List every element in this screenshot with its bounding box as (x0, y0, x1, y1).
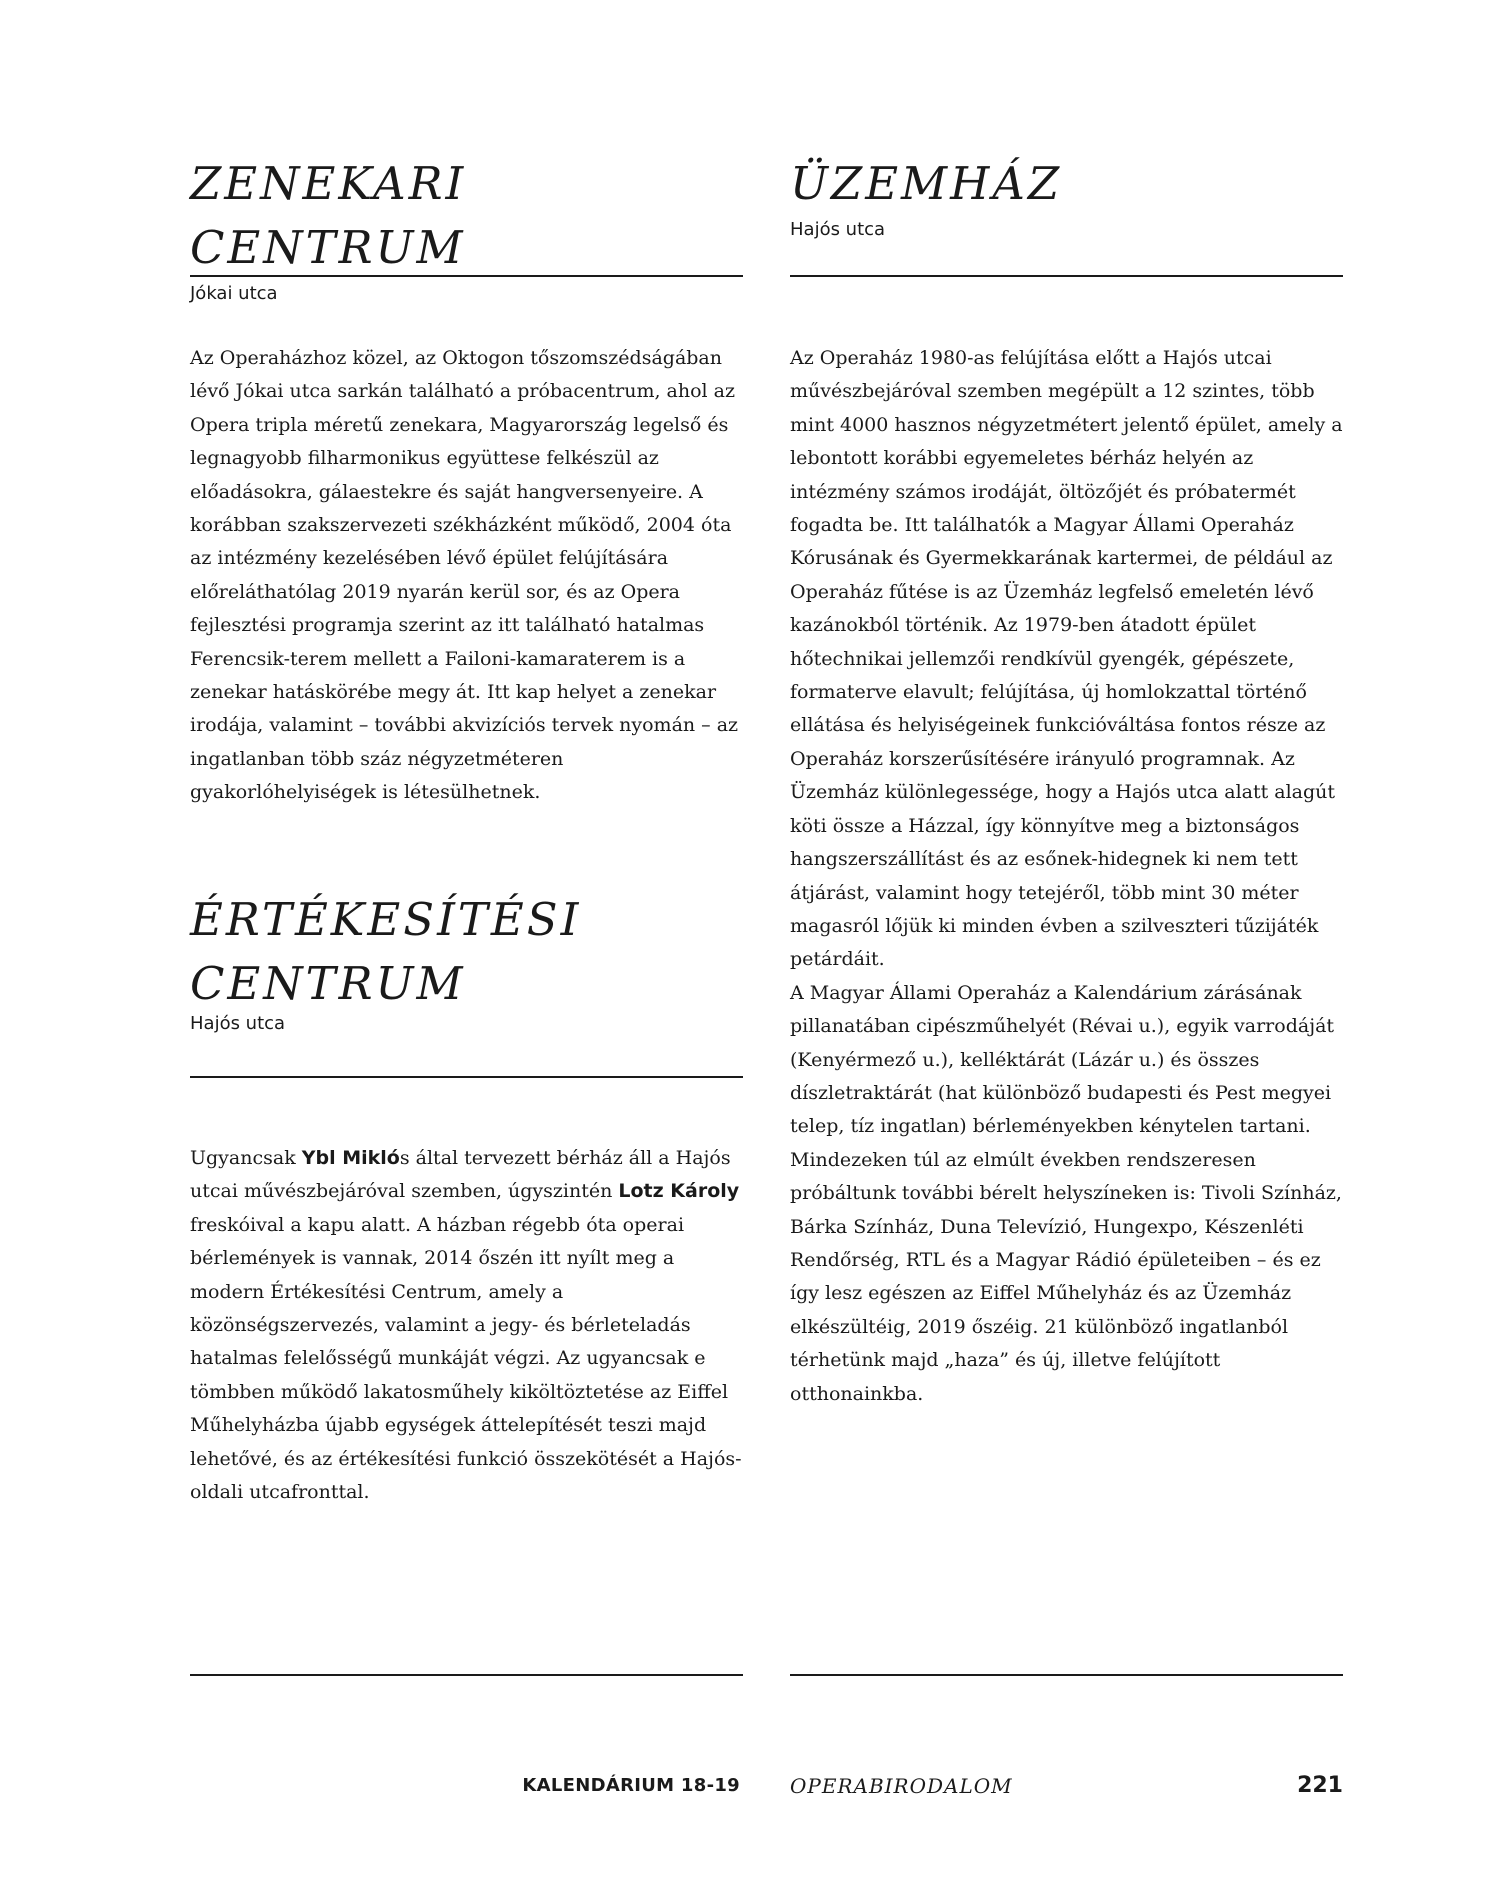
section-title-uzemhaz: ÜZEMHÁZ (790, 157, 1063, 210)
footer-rule-left (190, 1674, 743, 1676)
section-title-ertekesitesi (190, 888, 743, 1016)
section-header-zenekari (190, 152, 743, 306)
section-title-zenekari: ZENEKARI CENTRUM (190, 157, 467, 274)
section-subtitle-uzemhaz: Hajós utca (790, 219, 886, 240)
body-text-run: s által tervezett bérház áll a Hajós utcai művészbejáróval szemben, úgyszintén (190, 1147, 731, 1203)
page-number: 221 (1297, 1773, 1343, 1798)
body-text-zenekari: Az Operaházhoz közel, az Oktogon tőszomszédságában lévő Jókai utca sarkán található a próbacentrum, ahol az Opera tripla méretű zenekara, Magyarország legelső és legnagyobb filharmonikus együttese felkészül az előadásokra, gálaestekre és saját hangversenyeire. A korábban szakszervezeti székházként működő, 2004 óta az intézmény kezelésében lévő épület felújítására előreláthatólag 2019 nyarán kerül sor, és az Opera fejlesztési programja szerint az itt található hatalmas Ferencsik-terem mellett a Failoni-kamaraterem is a zenekar hatáskörébe megy át. Itt kap helyet a zenekar irodája, valamint – további akvizíciós tervek nyomán – az ingatlanban több száz négyzetméteren gyakorlóhelyiségek is létesülhetnek. (190, 347, 739, 804)
paragraph-uzemhaz-1: Az Operaház 1980-as felújítása előtt a Hajós utcai művészbejáróval szemben megépült a 12 szintes, több mint 4000 hasznos négyzetmétert jelentő épület, amely a lebontott korábbi egyemeletes bérház helyén az intézmény számos irodáját, öltözőjét és próbatermét fogadta be. Itt találhatók a Magyar Állami Operaház Kórusának és Gyermekkarának kartermei, de például az Operaház fűtése is az Üzemház legfelső emeletén lévő kazánokból történik. Az 1979-ben átadott épület hőtechnikai jellemzői rendkívül gyengék, gépészete, formaterve elavult; felújítása, új homlokzattal történő ellátása és helyiségeinek funkcióváltása fontos része az Operaház korszerűsítésére irányuló programnak. Az Üzemház különlegessége, hogy a Hajós utca alatt alagút köti össze a Házzal, így könnyítve meg a biztonságos hangszerszállítást és az esőnek-hidegnek ki nem tett átjárást, valamint hogy tetejéről, több mint 30 méter magasról lőjük ki minden évben a szilveszteri tűzijáték petárdáit. (790, 347, 1343, 971)
section-subtitle-zenekari: Jókai utca (190, 283, 278, 304)
body-text-run: freskóival a kapu alatt. A házban régebb óta operai bérlemények is vannak, 2014 őszén itt nyílt meg a modern Értékesítési Centrum, amely a közönségszervezés, valamint a jegy- és bérleteladás hatalmas felelősségű munkáját végzi. Az ugyancsak e tömbben működő lakatosműhely kiköltöztetése az Eiffel Műhelyházba újabb egységek áttelepítését teszi majd lehetővé, és az értékesítési funkció összekötését a Hajós-oldali utcafronttal. (190, 1213, 742, 1504)
paragraph-uzemhaz-2: A Magyar Állami Operaház a Kalendárium zárásának pillanatában cipészműhelyét (Révai u.), egyik varrodáját (Kenyérmező u.), kelléktárát (Lázár u.) és összes díszletraktárát (hat különböző budapesti és Pest megyei telep, tíz ingatlan) bérleményekben kénytelen tartani. Mindezeken túl az elmúlt években rendszeresen próbáltunk további bérelt helyszíneken is: Tivoli Színház, Bárka Színház, Duna Televízió, Hungexpo, Készenléti Rendőrség, RTL és a Magyar Rádió épületeiben – és ez így lesz egészen az Eiffel Műhelyház és az Üzemház elkészültéig, 2019 őszéig. 21 különböző ingatlanból térhetünk majd „haza” és új, illetve felújított otthonainkba. (790, 981, 1342, 1405)
section-header-uzemhaz (790, 152, 1343, 242)
person-name-ybl: Ybl Mikló (301, 1147, 400, 1169)
body-text-run: Ugyancsak (190, 1147, 302, 1169)
footer-section: OPERABIRODALOM (790, 1774, 1013, 1798)
divider-rule (190, 275, 743, 277)
body-text-uzemhaz (790, 342, 1343, 1411)
divider-rule (190, 1076, 743, 1078)
section-title-line1: ÉRTÉKESÍTÉSI (190, 893, 582, 946)
footer-publication: KALENDÁRIUM 18-19 (522, 1775, 740, 1796)
body-text-ertekesitesi (190, 1142, 743, 1509)
person-name-lotz: Lotz Károly (618, 1180, 740, 1203)
divider-rule (790, 275, 1343, 277)
footer-rule-right (790, 1674, 1343, 1676)
section-subtitle-ertekesitesi: Hajós utca (190, 1013, 286, 1034)
section-title-line2: CENTRUM (190, 957, 466, 1010)
section-header-ertekesitesi (190, 888, 743, 1036)
